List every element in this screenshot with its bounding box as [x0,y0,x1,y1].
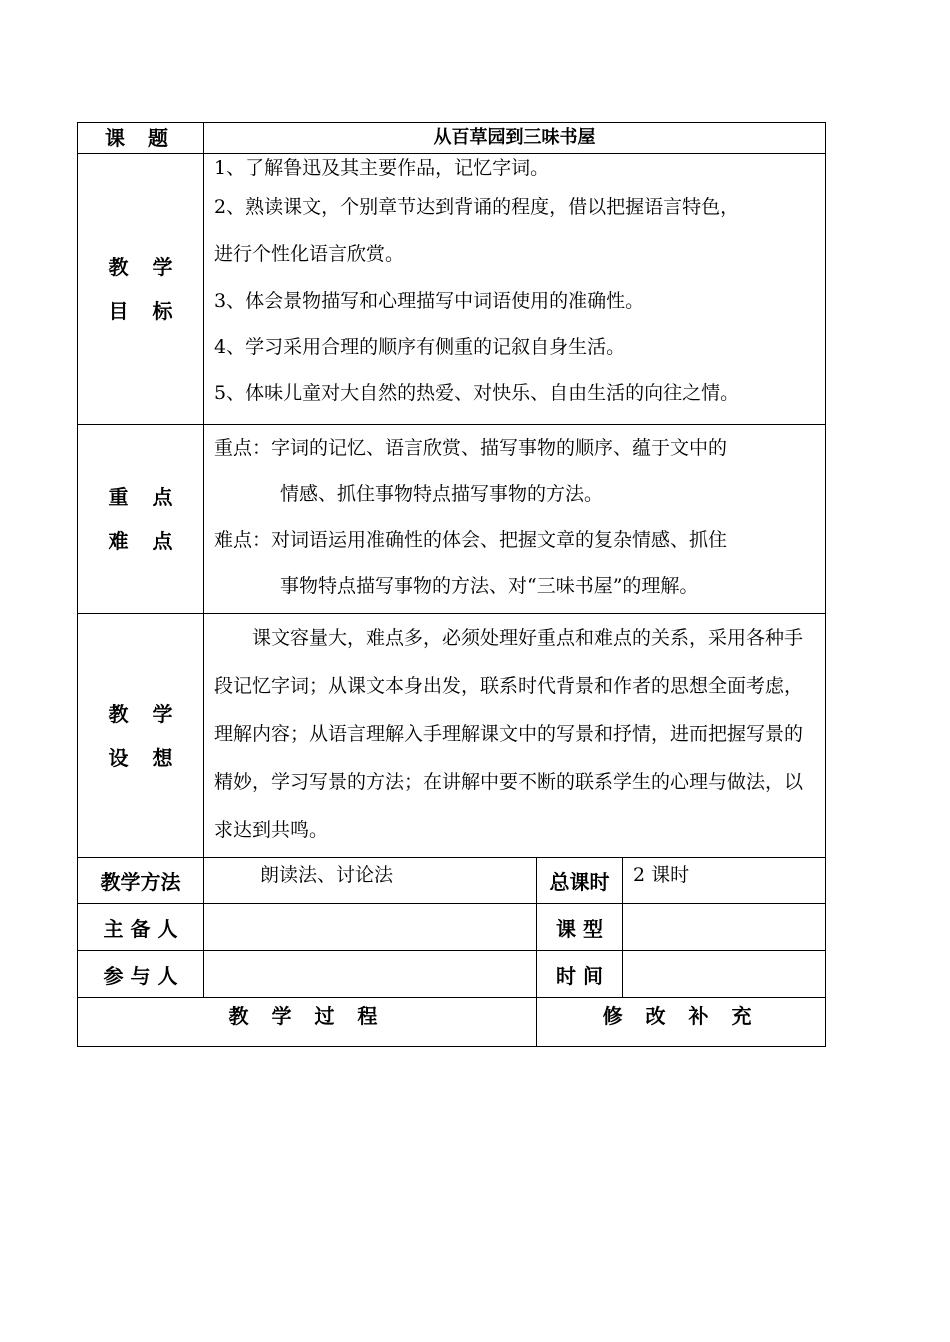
preparer-label: 主 备 人 [78,904,204,951]
goal-item-1: 1、了解鲁迅及其主要作品，记忆字词。 [214,157,550,179]
design-row [78,614,826,858]
process-header-row [78,998,826,1047]
hours-label: 总课时 [537,858,623,904]
difficulty-line-1: 难点：对词语运用准确性的体会、把握文章的复杂情感、抓住 [214,529,728,551]
key-points-label-line1: 重点 [108,485,197,509]
participants-label: 参 与 人 [78,951,204,998]
goals-row [78,154,826,425]
hours-value: 2 课时 [623,858,826,904]
key-points-label-line2: 难点 [108,529,197,553]
design-label-line1: 教学 [108,701,197,726]
participants-value [204,951,537,998]
key-points-content [204,425,826,614]
topic-row [78,123,826,154]
goal-item-2: 2、熟读课文，个别章节达到背诵的程度，借以把握语言特色， [214,196,740,218]
process-right-header: 修 改 补 充 [537,998,826,1047]
lesson-plan-table [77,122,826,1047]
type-label: 课 型 [537,904,623,951]
key-points-label [78,425,204,614]
time-label: 时 间 [537,951,623,998]
topic-label: 课 题 [78,123,204,154]
type-value [623,904,826,951]
preparer-value [204,904,537,951]
goals-label-line1: 教学 [108,255,197,279]
goal-item-5: 5、体味儿童对大自然的热爱、对快乐、自由生活的向往之情。 [214,382,740,404]
process-left-header: 教 学 过 程 [78,998,537,1047]
design-label [78,614,204,858]
difficulty-line-2: 事物特点描写事物的方法、对“三味书屋”的理解。 [280,575,699,597]
preparer-row [78,904,826,951]
focus-line-1: 重点：字词的记忆、语言欣赏、描写事物的顺序、蕴于文中的 [214,437,728,459]
goal-item-2-cont: 进行个性化语言欣赏。 [214,243,405,265]
key-points-row [78,425,826,614]
method-value: 朗读法、讨论法 [204,858,537,904]
time-value [623,951,826,998]
participants-row [78,951,826,998]
goals-label-line2: 目标 [108,299,197,323]
goals-content [204,154,826,425]
method-row [78,858,826,904]
method-label: 教学方法 [78,858,204,904]
design-label-line2: 设想 [108,745,197,770]
focus-line-2: 情感、抓住事物特点描写事物的方法。 [280,483,604,505]
goal-item-3: 3、体会景物描写和心理描写中词语使用的准确性。 [214,290,645,312]
goal-item-4: 4、学习采用合理的顺序有侧重的记叙自身生活。 [214,336,626,358]
goals-label [78,154,204,425]
topic-title: 从百草园到三味书屋 [204,123,826,154]
design-content: 课文容量大，难点多，必须处理好重点和难点的关系，采用各种手段记忆字词；从课文本身出发，联系时代背景和作者的思想全面考虑，理解内容；从语言理解入手理解课文中的写景和抒情，进而把握写景的精妙，学习写景的方法；在讲解中要不断的联系学生的心理与做法，以求达到共鸣。 [204,614,826,858]
